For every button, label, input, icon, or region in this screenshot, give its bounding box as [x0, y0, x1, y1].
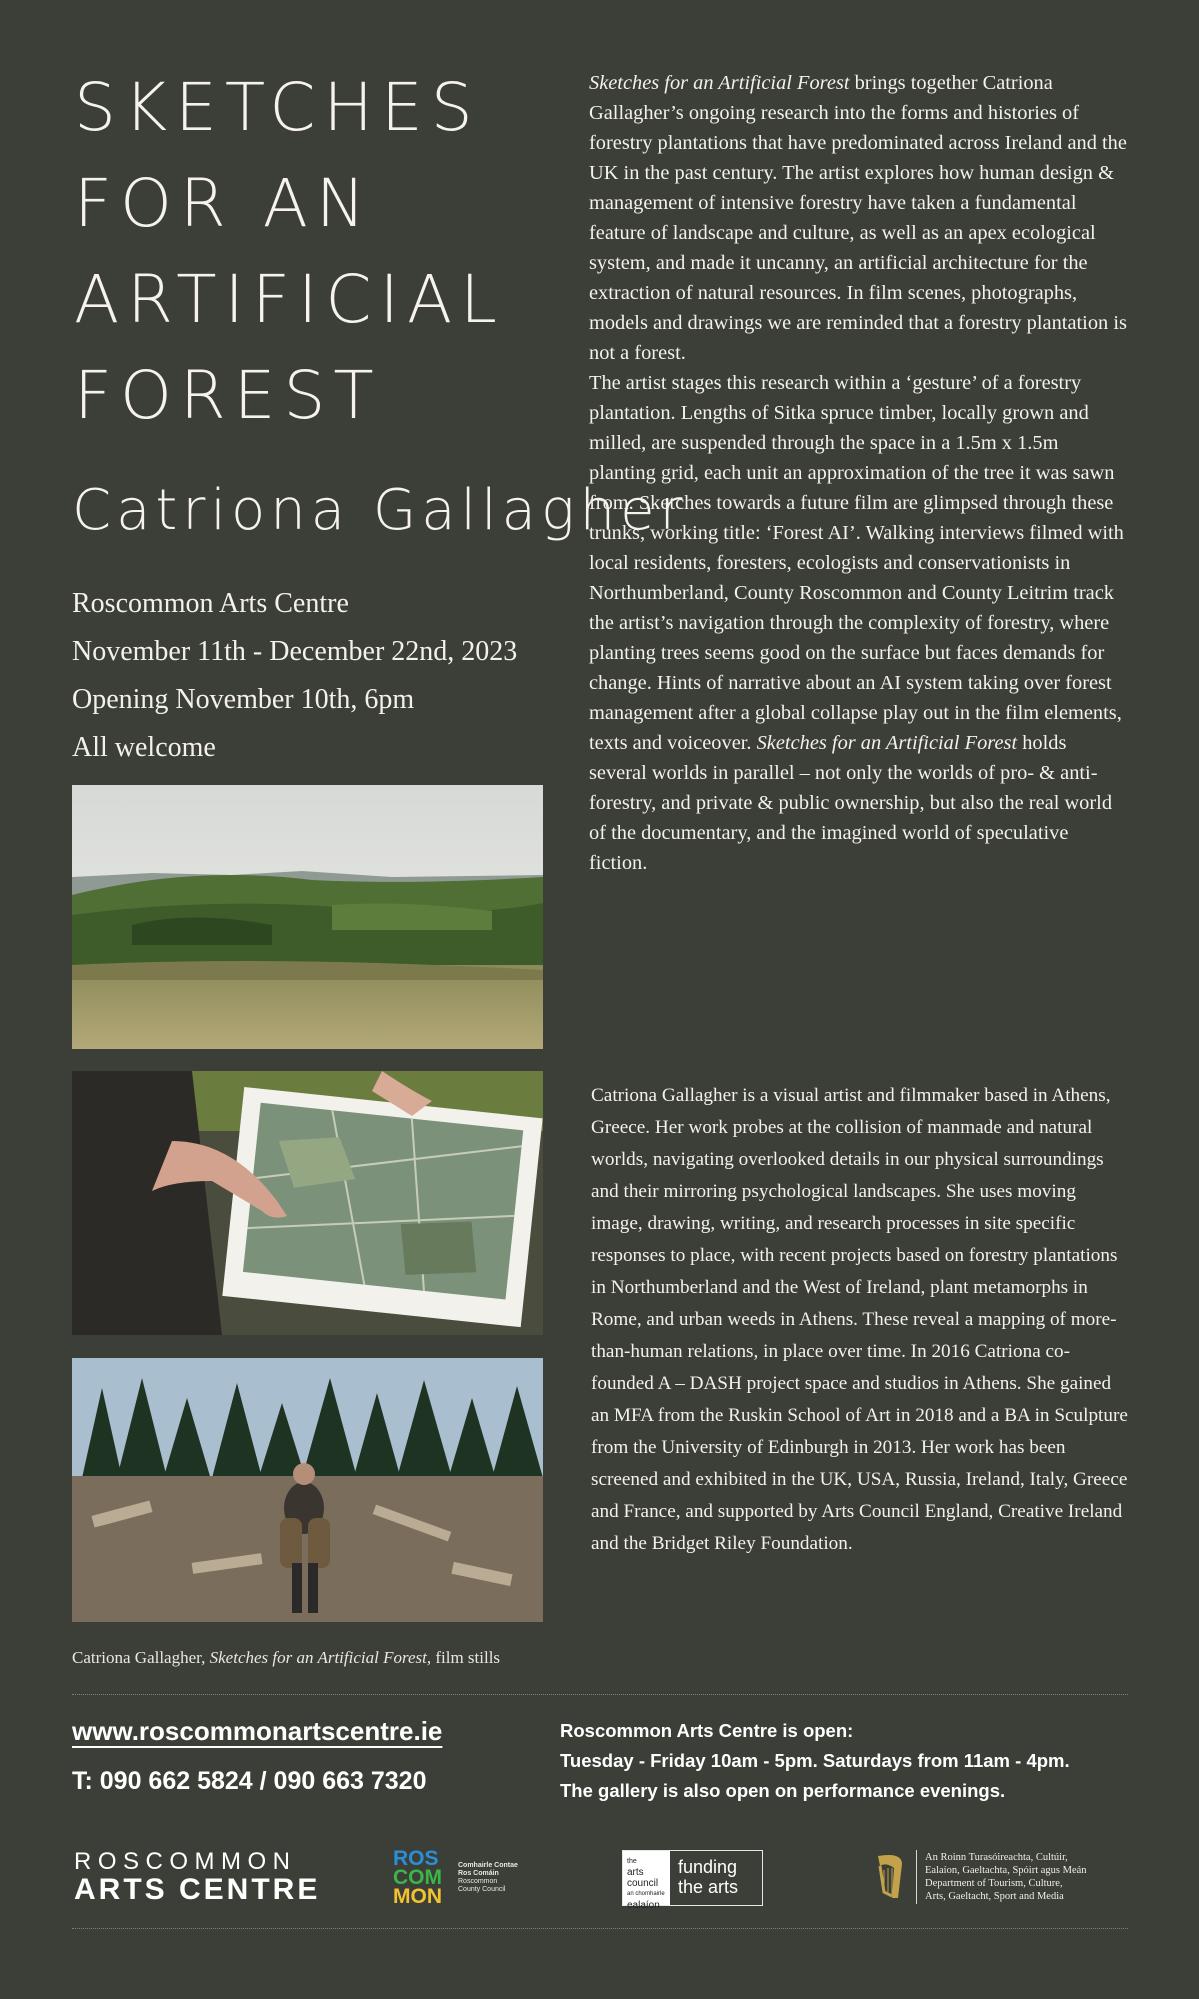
title-line: SKETCHES: [74, 69, 481, 146]
county-council-text: [458, 1862, 518, 1894]
website-link[interactable]: www.roscommonartscentre.ie: [72, 1716, 443, 1746]
arts-council-logo: [622, 1850, 763, 1911]
ros-logo-line: MON: [393, 1885, 442, 1908]
funding-line: the arts: [678, 1877, 739, 1897]
ros-logo-line: ROS: [393, 1847, 439, 1870]
ac-word: ealaíon: [627, 1900, 660, 1911]
hours-line: Roscommon Arts Centre is open:: [560, 1720, 854, 1741]
ac-word: arts: [627, 1867, 644, 1878]
funding-the-arts: [670, 1851, 762, 1905]
dates: November 11th - December 22nd, 2023: [72, 636, 518, 667]
description-text: holds several worlds in parallel – not only the worlds of pro- & anti-forestry, and private & public ownership, but also the real world of the documentary, and the imagined world of speculative fiction.: [589, 732, 1113, 874]
forest-photo: [72, 1358, 543, 1622]
exhibition-description: [589, 68, 1129, 878]
opening: Opening November 10th, 6pm: [72, 684, 415, 715]
council-line: Ros Comáin: [458, 1870, 499, 1877]
arts-council-mark: [623, 1851, 670, 1911]
hours-line: Tuesday - Friday 10am - 5pm. Saturdays from 11am - 4pm.: [560, 1750, 1070, 1771]
title-line: FOREST: [74, 357, 382, 434]
description-paragraph-2: [589, 368, 1129, 878]
title-line: FOR AN: [74, 165, 374, 242]
footer-divider-bottom: [72, 1928, 1128, 1929]
ros-logo-line: COM: [393, 1866, 442, 1889]
artist-biography: [591, 1080, 1131, 1560]
council-line: Comhairle Contae: [458, 1862, 518, 1869]
photo-caption: [72, 1648, 500, 1668]
landscape-photo: [72, 785, 543, 1049]
funding-line: funding: [678, 1857, 738, 1877]
exhibition-title: [74, 60, 534, 444]
rac-logo-bottom: ARTS CENTRE: [74, 1873, 321, 1906]
harp-icon: [872, 1852, 908, 1906]
ac-word: council: [627, 1878, 659, 1889]
ac-word: the: [627, 1858, 637, 1865]
forest-image: [72, 1358, 543, 1622]
ac-word: an chomhairle: [627, 1891, 665, 1897]
footer-divider-top: [72, 1694, 1128, 1695]
description-title-ref: Sketches for an Artificial Forest: [756, 732, 1018, 754]
hours-line: The gallery is also open on performance evenings.: [560, 1780, 1006, 1801]
gov-line: Ealaíon, Gaeltachta, Spóirt agus Meán: [925, 1865, 1087, 1876]
welcome: All welcome: [72, 732, 216, 763]
caption-suffix: film stills: [435, 1648, 501, 1667]
artist-name: Catriona Gallagher: [72, 478, 688, 543]
roscommon-council-logo: [393, 1849, 455, 1907]
caption-work: Sketches for an Artificial Forest,: [209, 1648, 432, 1667]
department-logo-text: [925, 1851, 1087, 1903]
description-paragraph-1: [589, 68, 1129, 368]
phone-numbers: T: 090 662 5824 / 090 663 7320: [72, 1767, 427, 1795]
gov-line: Department of Tourism, Culture,: [925, 1878, 1063, 1889]
council-line: County Council: [458, 1886, 506, 1893]
gov-line: An Roinn Turasóireachta, Cultúir,: [925, 1852, 1068, 1863]
caption-artist: Catriona Gallagher,: [72, 1648, 206, 1667]
description-text: brings together Catriona Gallagher’s ongoing research into the forms and histories of forestry plantations that have predominated across Ireland and the UK in the past century. The artist explores how human design & management of intensive forestry have taken a fundamental feature of landscape and culture, as well as an apex ecological system, and made it uncanny, an artificial architecture for the extraction of natural resources. In film scenes, photographs, models and drawings we are reminded that a forestry plantation is not a forest.: [589, 72, 1127, 364]
council-line: Roscommon: [458, 1878, 498, 1885]
event-details: [72, 580, 517, 772]
gov-logo-divider: [916, 1850, 917, 1904]
opening-hours: [560, 1716, 1070, 1806]
map-image: [72, 1071, 543, 1335]
gov-line: Arts, Gaeltacht, Sport and Media: [925, 1891, 1064, 1902]
description-text: The artist stages this research within a ‘gesture’ of a forestry plantation. Lengths of Sitka spruce timber, locally grown and milled, are suspended through the space in a 1.5m x 1.5m planting grid, each unit an approximation of the tree it was sawn from. Sketches towards a future film are glimpsed through these trunks, working title: ‘Forest AI’. Walking interviews filmed with local residents, foresters, ecologists and conservationists in Northumberland, County Roscommon and County Leitrim track the artist’s navigation through the complexity of forestry, where planting trees seems good on the surface but faces demands for change. Hints of narrative about an AI system taking over forest management after a global collapse play out in the film elements, texts and voiceover.: [589, 372, 1124, 754]
landscape-image: [72, 785, 543, 1049]
description-title-ref: Sketches for an Artificial Forest: [589, 72, 850, 94]
roscommon-arts-centre-logo: [74, 1850, 320, 1906]
title-line: ARTIFICIAL: [74, 261, 505, 338]
venue: Roscommon Arts Centre: [72, 588, 349, 619]
map-photo: [72, 1071, 543, 1335]
rac-logo-top: ROSCOMMON: [74, 1848, 297, 1875]
biography-text: Catriona Gallagher is a visual artist and filmmaker based in Athens, Greece. Her work probes at the collision of manmade and natural worlds, navigating overlooked details in our physical surroundings and their mirroring psychological landscapes. She uses moving image, drawing, writing, and research processes in site specific responses to place, with recent projects based on forestry plantations in Northumberland and the West of Ireland, plant metamorphs in Rome, and urban weeds in Athens. These reveal a mapping of more-than-human relations, in place over time. In 2016 Catriona co-founded A – DASH project space and studios in Athens. She gained an MFA from the Ruskin School of Art in 2018 and a BA in Sculpture from the University of Edinburgh in 2013. Her work has been screened and exhibited in the UK, USA, Russia, Ireland, Italy, Greece and France, and supported by Arts Council England, Creative Ireland and the Bridget Riley Foundation.: [591, 1085, 1128, 1554]
